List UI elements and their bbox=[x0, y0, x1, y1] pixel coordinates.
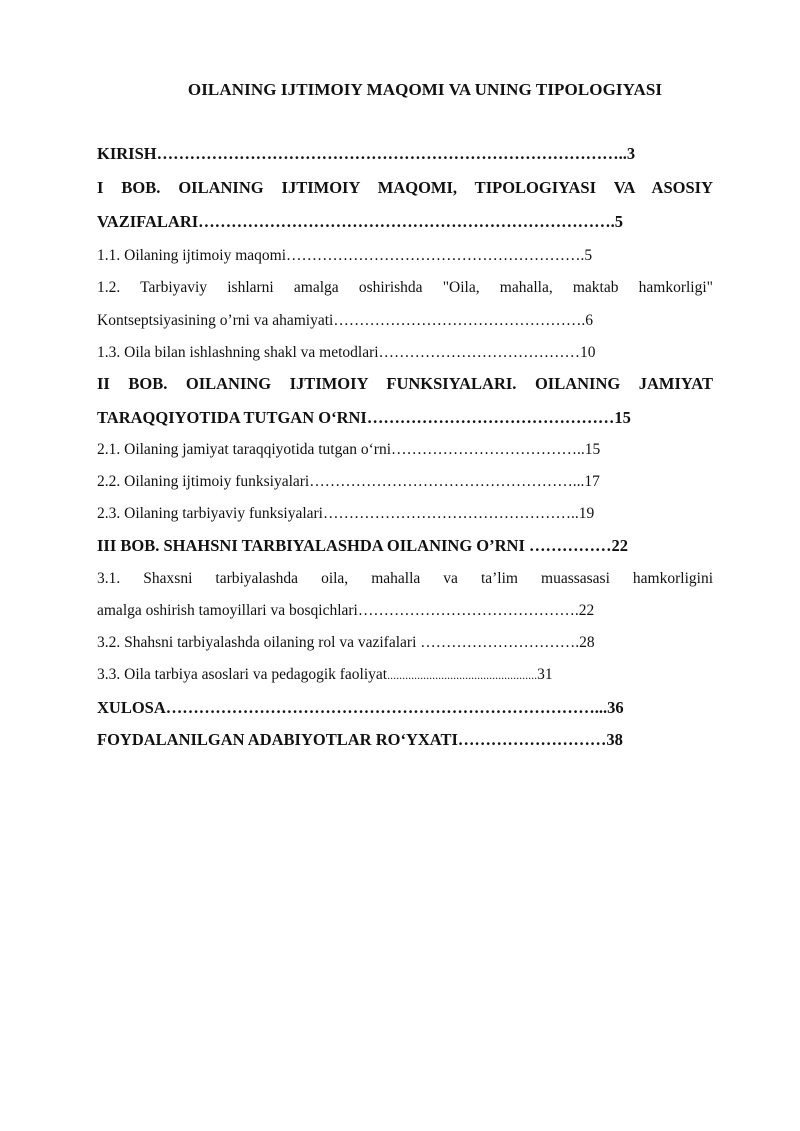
toc-entry-1-1 bbox=[97, 246, 713, 266]
toc-leader-dots: ……………………………………………………………………... bbox=[165, 698, 608, 717]
toc-leader-dots: ………………………………… bbox=[378, 344, 581, 361]
toc-page-number: 17 bbox=[584, 473, 600, 490]
toc-page-number: 19 bbox=[578, 505, 595, 522]
toc-entry-2-1 bbox=[97, 440, 713, 460]
toc-entry-text: 2.3. Oilaning tarbiyaviy funksiyalari bbox=[97, 505, 323, 522]
toc-entry-text: 3.2. Shahsni tarbiyalashda oilaning rol va vazifalari bbox=[97, 634, 421, 651]
toc-entry-text: TARAQQIYOTIDA TUTGAN O‘RNI bbox=[97, 408, 367, 427]
toc-entry-chapter-3 bbox=[97, 536, 713, 556]
toc-entry-text: III BOB. SHAHSNI TARBIYALASHDA OILANING O’RNI bbox=[97, 536, 530, 555]
toc-entry-chapter-1-line-1: I BOB. OILANING IJTIMOIY MAQOMI, TIPOLOGIYASI VA ASOSIY bbox=[97, 178, 713, 197]
toc-page-number: 5 bbox=[584, 247, 593, 264]
toc-leader-dots: ……………………………………… bbox=[366, 408, 615, 427]
toc-entry-text: 2.2. Oilaning ijtimoiy funksiyalari bbox=[97, 473, 310, 490]
toc-leader-dots: …………………………………………………………………. bbox=[198, 212, 615, 231]
toc-entry-chapter-1-line-2 bbox=[97, 212, 713, 232]
toc-page-number: 36 bbox=[607, 698, 624, 717]
toc-entry-text: 1.3. Oila bilan ishlashning shakl va metodlari bbox=[97, 344, 379, 361]
toc-leader-dots: .................................................. bbox=[387, 668, 538, 682]
toc-entry-3-1-line-1: 3.1. Shaxsni tarbiyalashda oila, mahalla va ta’lim muassasasi hamkorligini bbox=[97, 570, 713, 587]
toc-entry-text: 3.3. Oila tarbiya asoslari va pedagogik faoliyat bbox=[97, 666, 388, 683]
toc-entry-chapter-2-line-1: II BOB. OILANING IJTIMOIY FUNKSIYALARI. OILANING JAMIYAT bbox=[97, 374, 713, 393]
toc-leader-dots: ……………………………….. bbox=[391, 441, 585, 458]
toc-entry-text: KIRISH bbox=[97, 144, 157, 163]
toc-leader-dots: …………… bbox=[529, 536, 612, 555]
toc-entry-text: amalga oshirish tamoyillari va bosqichlari bbox=[97, 602, 358, 619]
toc-entry-text: XULOSA bbox=[97, 698, 166, 717]
toc-page-number: 31 bbox=[537, 666, 553, 683]
toc-leader-dots: ……………………… bbox=[457, 730, 607, 749]
toc-page-number: 3 bbox=[626, 144, 636, 163]
toc-page-number: 10 bbox=[580, 344, 596, 361]
toc-leader-dots: ……………………………………………... bbox=[309, 473, 585, 490]
toc-entry-text: VAZIFALARI bbox=[97, 212, 199, 231]
toc-entry-bibliography bbox=[97, 730, 713, 750]
toc-entry-text: 1.1. Oilaning ijtimoiy maqomi bbox=[97, 247, 287, 264]
toc-page-number: 22 bbox=[578, 602, 595, 619]
toc-entry-1-2-line-1: 1.2. Tarbiyaviy ishlarni amalga oshirishda "Oila, mahalla, maktab hamkorligi" bbox=[97, 279, 713, 296]
toc-leader-dots: …………………………………………………. bbox=[286, 247, 585, 264]
toc-entry-3-1-line-2 bbox=[97, 601, 713, 621]
toc-entry-text: FOYDALANILGAN ADABIYOTLAR RO‘YXATI bbox=[97, 730, 458, 749]
toc-entry-text: Kontseptsiyasining o’rni va ahamiyati bbox=[97, 312, 334, 329]
toc-entry-3-3 bbox=[97, 665, 713, 685]
toc-entry-kirish bbox=[97, 144, 713, 164]
toc-entry-2-3 bbox=[97, 504, 713, 524]
toc-page-number: 22 bbox=[611, 536, 629, 555]
toc-entry-3-2 bbox=[97, 633, 713, 653]
toc-leader-dots: ………………………………………….. bbox=[323, 505, 579, 522]
toc-page-number: 5 bbox=[614, 212, 624, 231]
toc-entry-2-2 bbox=[97, 472, 713, 492]
toc-entry-xulosa bbox=[97, 698, 713, 718]
toc-entry-chapter-2-line-2 bbox=[97, 408, 713, 428]
toc-page-number: 38 bbox=[606, 730, 623, 749]
toc-page-number: 6 bbox=[585, 312, 593, 329]
toc-leader-dots: …………………………………………. bbox=[333, 312, 586, 329]
document-title: OILANING IJTIMOIY MAQOMI VA UNING TIPOLOGIYASI bbox=[187, 80, 663, 99]
toc-entry-1-3 bbox=[97, 343, 713, 363]
toc-page-number: 15 bbox=[614, 408, 631, 427]
toc-entry-text: 2.1. Oilaning jamiyat taraqqiyotida tutgan o‘rni bbox=[97, 441, 392, 458]
toc-leader-dots: …………………………. bbox=[420, 634, 580, 651]
toc-page-number: 28 bbox=[579, 634, 595, 651]
toc-entry-1-2-line-2 bbox=[97, 311, 713, 331]
toc-leader-dots: ………………………………………………………………………….. bbox=[156, 144, 627, 163]
toc-page-number: 15 bbox=[584, 441, 601, 458]
toc-leader-dots: ……………………………………. bbox=[357, 602, 579, 619]
